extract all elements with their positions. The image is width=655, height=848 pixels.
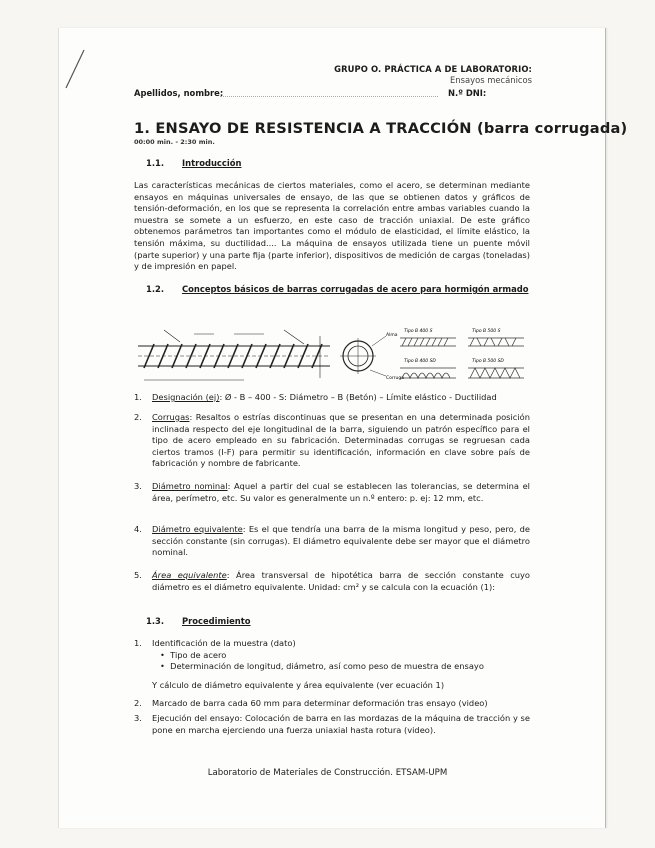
section-intro-heading bbox=[146, 158, 241, 168]
item-text: : Resaltos o estrías discontinuas que se presentan en una determinada posición inclinada respecto del eje longitudinal de la barra, siguiendo un patrón específico para el tipo de acero empleado en su fabricación. Determinadas corrugas se regruesan cada ciertos tramos (I-F) para permitir su identificación, información en clave sobre país de fabricación y nombre de fabricante. bbox=[152, 412, 530, 469]
rebar-cross-section bbox=[340, 336, 386, 376]
pattern-b500sd bbox=[468, 368, 524, 378]
item-number: 5. bbox=[134, 570, 142, 580]
term-diametro-nominal: Diámetro nominal bbox=[152, 481, 228, 491]
rebar-longitudinal bbox=[138, 330, 330, 380]
rebar-figure bbox=[134, 324, 530, 388]
pattern-b400s bbox=[400, 338, 456, 346]
section-number: 1.2. bbox=[146, 284, 165, 294]
rebar-type-patterns bbox=[400, 338, 524, 378]
label-type-b400sd: Tipo B 400 SD bbox=[404, 359, 436, 364]
section-label: Introducción bbox=[182, 158, 242, 168]
term-designacion: Designación (ej) bbox=[152, 392, 220, 402]
concept-item-3 bbox=[134, 481, 530, 504]
item-number: 4. bbox=[134, 524, 142, 534]
concept-item-5 bbox=[134, 570, 530, 593]
page-title: 1. ENSAYO DE RESISTENCIA A TRACCIÓN (barra corrugada) bbox=[134, 120, 628, 137]
procedure-bullet-2: • Determinación de longitud, diámetro, así como peso de muestra de ensayo bbox=[160, 661, 484, 671]
item-number: 2. bbox=[134, 412, 142, 422]
label-alma: Alma bbox=[386, 333, 398, 338]
header-group: GRUPO O. PRÁCTICA A DE LABORATORIO: bbox=[334, 64, 532, 74]
step-text: Ejecución del ensayo: Colocación de barra en las mordazas de la máquina de tracción y se pone en marcha ejerciendo una fuerza uniaxial hasta rotura (video). bbox=[152, 713, 530, 735]
section-procedure-heading bbox=[146, 616, 251, 626]
item-number: 3. bbox=[134, 481, 142, 491]
concept-item-4 bbox=[134, 524, 530, 559]
rebar-diagram bbox=[134, 324, 530, 388]
procedure-step-1 bbox=[134, 638, 530, 650]
step-text: Marcado de barra cada 60 mm para determinar deformación tras ensayo (video) bbox=[152, 698, 488, 708]
section-number: 1.3. bbox=[146, 616, 165, 626]
name-field-line bbox=[220, 96, 438, 97]
section-label: Procedimiento bbox=[182, 616, 251, 626]
procedure-step-3 bbox=[134, 713, 530, 736]
procedure-bullet-1: • Tipo de acero bbox=[160, 650, 227, 660]
label-type-b400s: Tipo B 400 S bbox=[404, 329, 433, 334]
section-label: Conceptos básicos de barras corrugadas de acero para hormigón armado bbox=[182, 284, 529, 294]
term-corrugas: Corrugas bbox=[152, 412, 190, 422]
label-corruga: Corruga bbox=[386, 376, 404, 381]
section-concepts-heading bbox=[146, 284, 528, 294]
item-text: : Aquel a partir del cual se establecen las tolerancias, se determina el área, perímetro, etc. Su valor es generalmente un n.º entero: p. ej: 12 mm, etc. bbox=[152, 481, 530, 503]
item-text: : Área transversal de hipotética barra de sección constante cuyo diámetro es el diámetro equivalente. Unidad: cm² y se calcula con la ecuación (1): bbox=[152, 570, 530, 592]
step-number: 1. bbox=[134, 638, 142, 648]
pattern-b500s bbox=[468, 338, 524, 346]
pattern-b400sd bbox=[400, 368, 456, 378]
step-text: Identificación de la muestra (dato) bbox=[152, 638, 296, 648]
step-number: 2. bbox=[134, 698, 142, 708]
section-number: 1.1. bbox=[146, 158, 165, 168]
dni-label: N.º DNI: bbox=[448, 88, 487, 98]
label-type-b500s: Tipo B 500 S bbox=[472, 329, 501, 334]
term-diametro-equivalente: Diámetro equivalente bbox=[152, 524, 243, 534]
term-area-equivalente: Área equivalente bbox=[152, 570, 227, 580]
item-text: : Ø - B – 400 - S: Diámetro – B (Betón) – Límite elástico - Ductilidad bbox=[219, 392, 497, 402]
header-course: Ensayos mecánicos bbox=[450, 75, 532, 85]
label-type-b500sd: Tipo B 500 SD bbox=[472, 359, 504, 364]
pencil-mark bbox=[60, 48, 90, 90]
concept-item-1 bbox=[134, 392, 530, 404]
item-text: : Es el que tendría una barra de la misma longitud y peso, pero, de sección constante (sin corrugas). El diámetro equivalente debe ser mayor que el diámetro nominal. bbox=[152, 524, 530, 558]
step-number: 3. bbox=[134, 713, 142, 723]
item-number: 1. bbox=[134, 392, 142, 402]
procedure-step-2 bbox=[134, 698, 530, 710]
procedure-step-1-extra: Y cálculo de diámetro equivalente y área equivalente (ver ecuación 1) bbox=[152, 680, 445, 690]
time-range: 00:00 min. - 2:30 min. bbox=[134, 138, 215, 146]
page-footer: Laboratorio de Materiales de Construcción. ETSAM-UPM bbox=[207, 768, 448, 778]
intro-paragraph: Las características mecánicas de ciertos materiales, como el acero, se determinan mediante ensayos en máquinas universales de ensayo, de las que se obtienen datos y gráficos de tensión-deformación, en los que se representa la correlación entre ambas variables cuando la muestra se somete a un esfuerzo, en este caso de tracción uniaxial. De este gráfico obtenemos parámetros tan importantes como el módulo de elasticidad, el límite elástico, la tensión máxima, su ductilidad.... La máquina de ensayos utilizada tiene un puente móvil (parte superior) y una parte fija (parte inferior), dispositivos de medición de cargas (toneladas) y de impresión en papel. bbox=[134, 180, 530, 272]
name-label: Apellidos, nombre: bbox=[134, 88, 224, 98]
bullet-text: Determinación de longitud, diámetro, así como peso de muestra de ensayo bbox=[170, 661, 484, 671]
concept-item-2 bbox=[134, 412, 530, 470]
bullet-text: Tipo de acero bbox=[170, 650, 227, 660]
